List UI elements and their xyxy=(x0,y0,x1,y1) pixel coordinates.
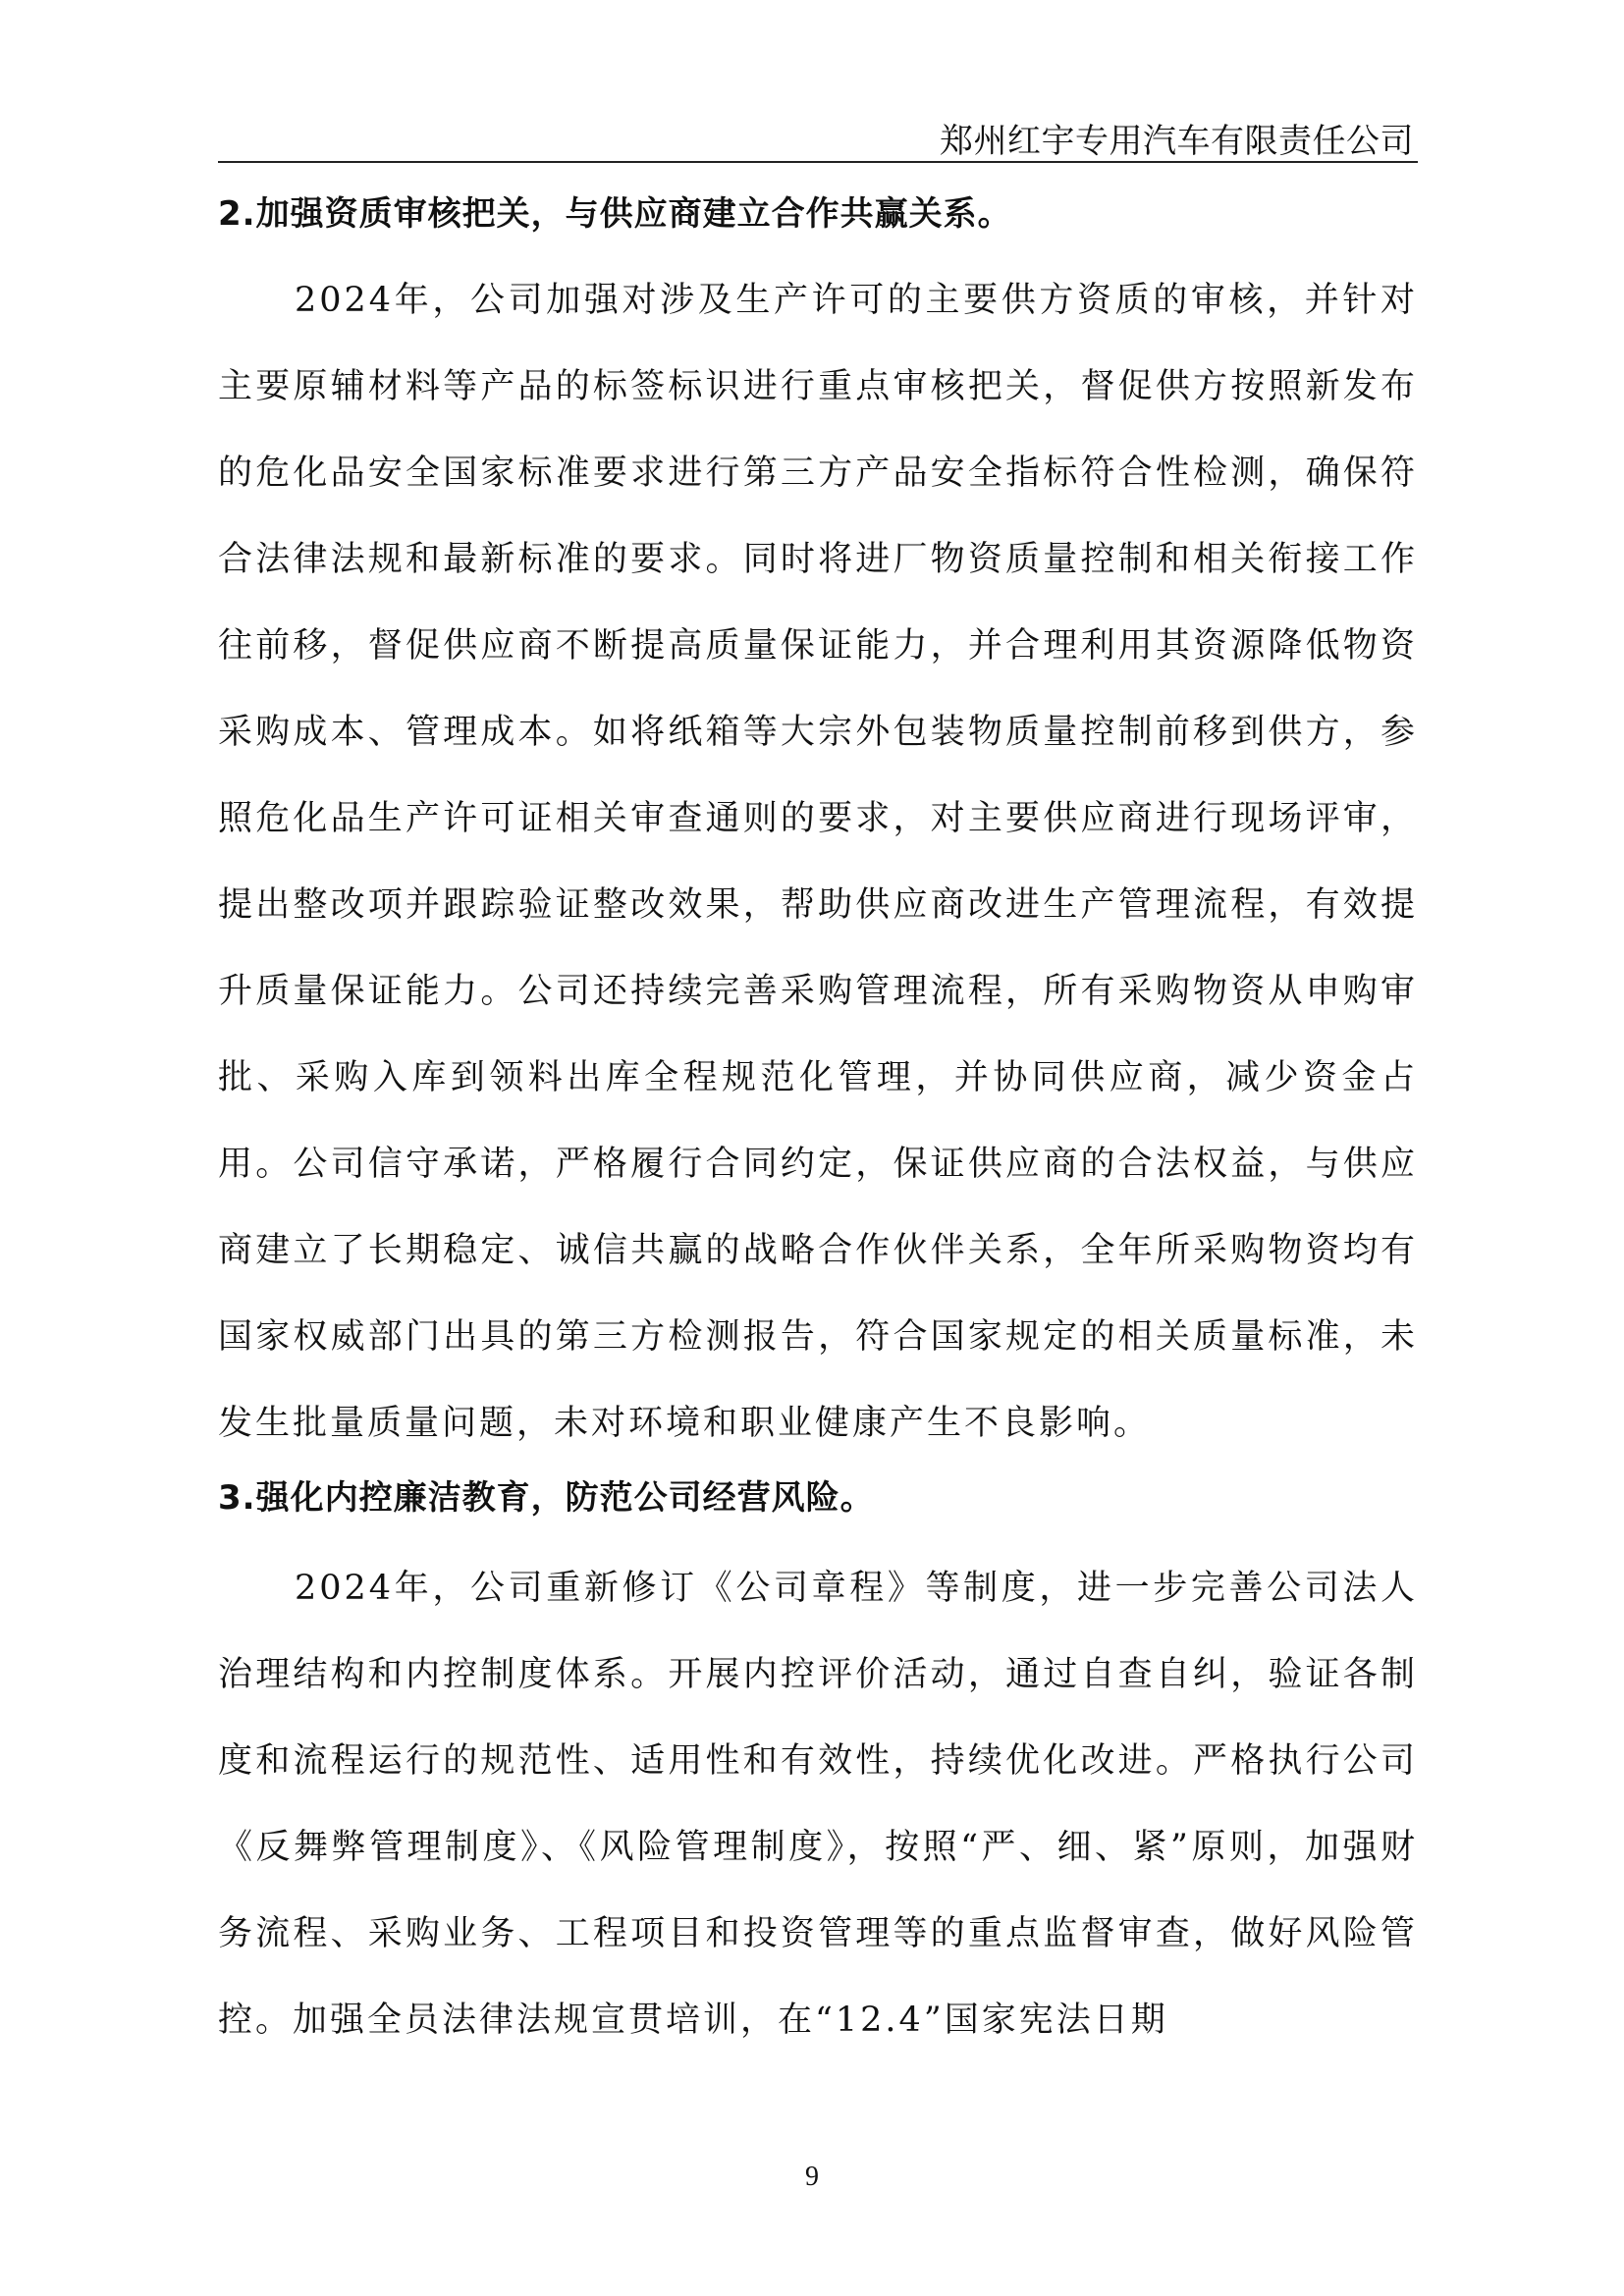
page-header xyxy=(218,110,1418,163)
document-body xyxy=(218,192,1418,2063)
page-number: 9 xyxy=(805,2162,819,2192)
section-paragraph: 2024年，公司加强对涉及生产许可的主要供方资质的审核，并针对主要原辅材料等产品的标签标识进行重点审核把关，督促供方按照新发布的危化品安全国家标准要求进行第三方产品安全指标符合性检测，确保符合法律法规和最新标准的要求。同时将进厂物资质量控制和相关衔接工作往前移，督促供应商不断提高质量保证能力，并合理利用其资源降低物资采购成本、管理成本。如将纸箱等大宗外包装物质量控制前移到供方，参照危化品生产许可证相关审查通则的要求，对主要供应商进行现场评审，提出整改项并跟踪验证整改效果，帮助供应商改进生产管理流程，有效提升质量保证能力。公司还持续完善采购管理流程，所有采购物资从申购审批、采购入库到领料出库全程规范化管理，并协同供应商，减少资金占用。公司信守承诺，严格履行合同约定，保证供应商的合法权益，与供应商建立了长期稳定、诚信共赢的战略合作伙伴关系，全年所采购物资均有国家权威部门出具的第三方检测报告，符合国家规定的相关质量标准，未发生批量质量问题，未对环境和职业健康产生不良影响。 xyxy=(218,281,1418,1443)
header-company-name: 郑州红宇专用汽车有限责任公司 xyxy=(940,122,1414,161)
section-heading: 3.强化内控廉洁教育，防范公司经营风险。 xyxy=(218,1478,875,1518)
section-paragraph: 2024年，公司重新修订《公司章程》等制度，进一步完善公司法人治理结构和内控制度体系。开展内控评价活动，通过自查自纠，验证各制度和流程运行的规范性、适用性和有效性，持续优化改进。严格执行公司《反舞弊管理制度》、《风险管理制度》，按照“严、细、紧”原则，加强财务流程、采购业务、工程项目和投资管理等的重点监督审查，做好风险管控。加强全员法律法规宣贯培训，在“12.4”国家宪法日期 xyxy=(218,1569,1418,2040)
section-heading: 2.加强资质审核把关，与供应商建立合作共赢关系。 xyxy=(218,194,1012,234)
